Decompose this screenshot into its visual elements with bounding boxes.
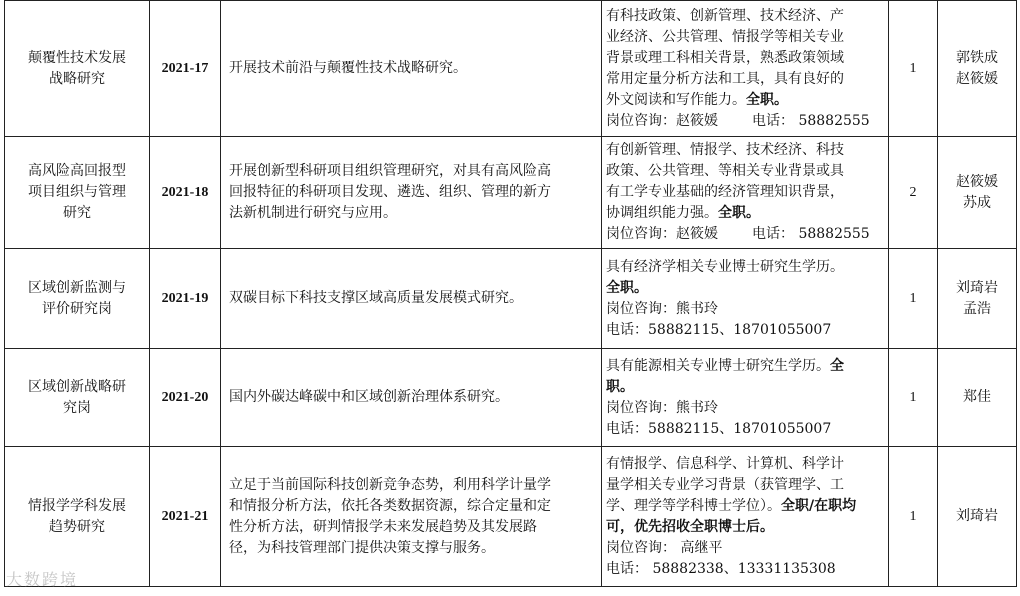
position-code: 2021-20 [150, 349, 221, 447]
contact-person: 郑佳 [938, 349, 1017, 447]
requirements: 具有能源相关专业博士研究生学历。全 职。 岗位咨询：熊书玲 电话：58882115、18701055007 [602, 349, 889, 447]
research-content: 开展技术前沿与颠覆性技术战略研究。 [221, 1, 602, 137]
headcount: 1 [889, 1, 938, 137]
contact-person: 赵筱媛 苏成 [938, 137, 1017, 249]
position-code: 2021-18 [150, 137, 221, 249]
job-table [4, 0, 1017, 587]
position-name: 颠覆性技术发展 战略研究 [5, 1, 150, 137]
contact-person: 郭铁成 赵筱媛 [938, 1, 1017, 137]
research-content: 开展创新型科研项目组织管理研究，对具有高风险高 回报特征的科研项目发现、遴选、组织、管理的新方 法新机制进行研究与应用。 [221, 137, 602, 249]
position-code: 2021-17 [150, 1, 221, 137]
table-row [5, 447, 1017, 587]
contact-person: 刘琦岩 孟浩 [938, 249, 1017, 349]
table-row [5, 249, 1017, 349]
requirements: 有情报学、信息科学、计算机、科学计 量学相关专业学习背景（获管理学、工 学、理学等学科博士学位）。全职/在职均 可，优先招收全职博士后。 岗位咨询： 高继平 电话： 58882338、13331135308 [602, 447, 889, 587]
position-name: 高风险高回报型 项目组织与管理 研究 [5, 137, 150, 249]
position-code: 2021-19 [150, 249, 221, 349]
research-content: 双碳目标下科技支撑区域高质量发展模式研究。 [221, 249, 602, 349]
position-name: 区域创新监测与 评价研究岗 [5, 249, 150, 349]
requirements: 有创新管理、情报学、技术经济、科技 政策、公共管理、等相关专业背景或具 有工学专业基础的经济管理知识背景， 协调组织能力强。全职。 岗位咨询：赵筱媛 电话： 58882555 [602, 137, 889, 249]
headcount: 1 [889, 349, 938, 447]
table-row [5, 1, 1017, 137]
headcount: 1 [889, 447, 938, 587]
headcount: 1 [889, 249, 938, 349]
table-row [5, 349, 1017, 447]
headcount: 2 [889, 137, 938, 249]
contact-person: 刘琦岩 [938, 447, 1017, 587]
watermark-logo: 大数跨境 [6, 570, 79, 589]
requirements: 有科技政策、创新管理、技术经济、产 业经济、公共管理、情报学等相关专业 背景或理工科相关背景，熟悉政策领域 常用定量分析方法和工具，具有良好的 外文阅读和写作能力。全职。 岗位咨询：赵筱媛 电话： 58882555 [602, 1, 889, 137]
position-code: 2021-21 [150, 447, 221, 587]
requirements: 具有经济学相关专业博士研究生学历。 全职。 岗位咨询：熊书玲 电话：58882115、18701055007 [602, 249, 889, 349]
table-row [5, 137, 1017, 249]
position-name: 区域创新战略研 究岗 [5, 349, 150, 447]
position-name: 情报学学科发展 趋势研究 [5, 447, 150, 587]
research-content: 国内外碳达峰碳中和区域创新治理体系研究。 [221, 349, 602, 447]
research-content: 立足于当前国际科技创新竞争态势，利用科学计量学 和情报分析方法，依托各类数据资源，综合定量和定 性分析方法，研判情报学未来发展趋势及其发展路 径，为科技管理部门提供决策支撑与服务。 [221, 447, 602, 587]
